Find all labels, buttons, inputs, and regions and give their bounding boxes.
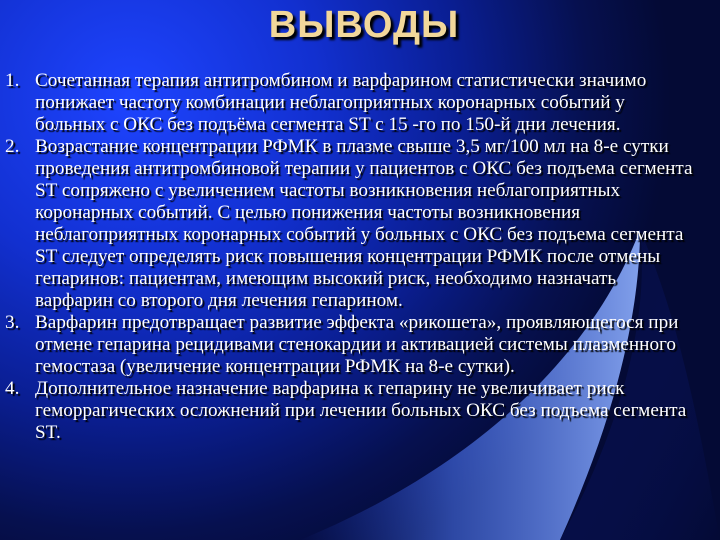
conclusions-list [5,70,695,444]
slide-title: ВЫВОДЫ [268,4,460,46]
item-text: Варфарин предотвращает развитие эффекта «рикошета», проявляющегося при отмене гепарина рецидивами стенокардии и активацией системы плазменного гемостаза (увеличение концентрации РФМК на 8-е сутки). [35,312,679,377]
item-number: 3. [5,312,20,333]
item-text: Возрастание концентрации РФМК в плазме свыше 3,5 мг/100 мл на 8-е сутки проведения антитромбиновой терапии у пациентов с ОКС без подъема сегмента ST сопряжено с увеличением частоты возникновения неблагоприятных коронарных событий. С целью понижения частоты возникновения неблагоприятных коронарных событий у больных с ОКС без подъема сегмента ST следует определять риск повышения концентрации РФМК после отмены гепаринов: пациентам, имеющим высокий риск, необходимо назначать варфарин со второго дня лечения гепарином. [35,136,693,311]
item-number: 2. [5,136,20,157]
conclusion-item-4 [5,378,695,444]
item-text: Дополнительное назначение варфарина к гепарину не увеличивает риск геморрагических осложнений при лечении больных ОКС без подъема сегмента ST. [35,378,687,443]
item-number: 1. [5,70,20,91]
item-text: Сочетанная терапия антитромбином и варфарином статистически значимо понижает частоту комбинации неблагоприятных коронарных событий у больных с ОКС без подъёма сегмента ST с 15 -го по 150-й дни лечения. [35,70,647,135]
conclusion-item-1 [5,70,695,136]
conclusion-item-2 [5,136,695,312]
conclusion-item-3 [5,312,695,378]
item-number: 4. [5,378,20,399]
